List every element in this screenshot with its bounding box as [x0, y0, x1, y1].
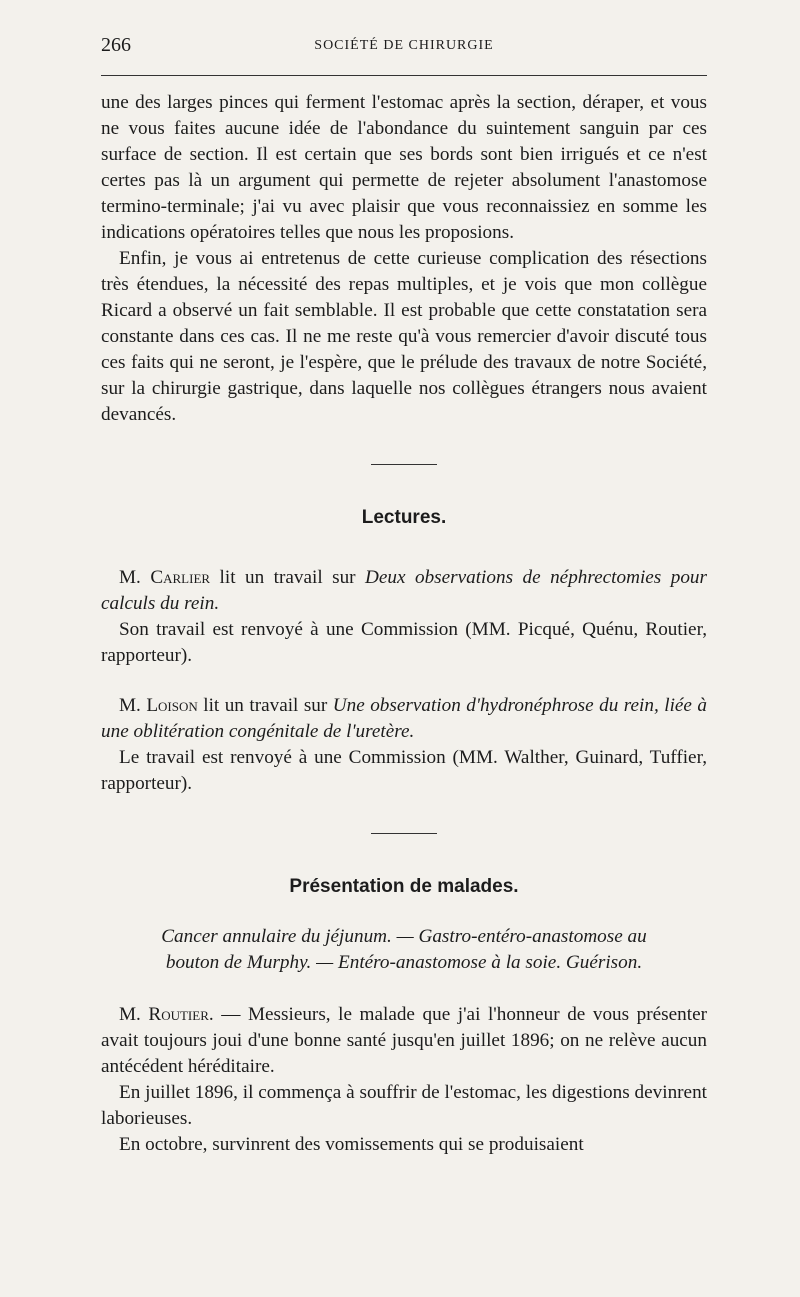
- section-divider-2: [371, 833, 437, 834]
- running-title: SOCIÉTÉ DE CHIRURGIE: [314, 38, 494, 53]
- paragraph-2: Enfin, je vous ai entretenus de cette curieuse complication des résections très étendues, la nécessité des repas multiples, et je vois que mon collègue Ricard a observé un fait semblable. Il est probable que cette constatation sera constante dans ces cas. Il ne me reste qu'à vous remercier d'avoir discuté tous ces faits qui ne seront, je l'espère, que le prélude des travaux de notre Société, sur la chirurgie gastrique, dans laquelle nos collègues étrangers nous avaient devancés.: [101, 248, 707, 425]
- case-paragraph-3: En octobre, survinrent des vomissements qui se produisaient: [119, 1134, 584, 1155]
- paragraph-1: une des larges pinces qui ferment l'estomac après la section, déraper, et vous ne vous faites aucune idée de l'abondance du suintement sanguin par ces surface de section. Il est certain que ses bords sont bien irrigués et ce n'est certes pas là un argument qui permette de rejeter absolument l'anastomose termino-terminale; j'ai vu avec plaisir que vous reconnaissiez en somme les indications opératoires telles que nous les proposions.: [101, 92, 707, 243]
- case-paragraph-1-text: — Messieurs, le malade que j'ai l'honneur de vous présenter avait toujours joui d'une bonne santé jusqu'en juillet 1896; on ne relève aucun antécédent héréditaire.: [101, 1004, 707, 1077]
- lecture-1-title: Deux observations de néphrectomies pour calculs du rein.: [101, 567, 707, 614]
- speaker-routier: M. Routier.: [119, 1004, 214, 1025]
- page-number: 266: [101, 34, 131, 56]
- page-header: [101, 34, 707, 58]
- case-paragraph-2: En juillet 1896, il commença à souffrir de l'estomac, les digestions devinrent laborieuses.: [101, 1082, 707, 1129]
- lecture-2-verb: lit un travail sur: [197, 695, 333, 716]
- case-paragraph-1: [101, 1002, 707, 1080]
- lectures-heading: Lectures.: [361, 507, 447, 528]
- section-divider: [371, 464, 437, 465]
- speaker-carlier: M. Carlier: [119, 567, 211, 588]
- lecture-2-followup: Le travail est renvoyé à une Commission (MM. Walther, Guinard, Tuffier, rapporteur).: [101, 747, 707, 794]
- presentation-heading: Présentation de malades.: [289, 876, 519, 897]
- case-title-line-2: bouton de Murphy. — Entéro-anastomose à la soie. Guérison.: [165, 952, 643, 973]
- lecture-item-2: [101, 693, 707, 745]
- lecture-1-verb: lit un travail sur: [210, 567, 366, 588]
- case-title-line-1: Cancer annulaire du jéjunum. — Gastro-entéro-anastomose au: [161, 926, 647, 947]
- header-rule: [101, 75, 707, 76]
- page-body: [101, 90, 707, 1158]
- lecture-1-followup: Son travail est renvoyé à une Commission (MM. Picqué, Quénu, Routier, rapporteur).: [101, 619, 707, 666]
- lecture-item-1: [101, 565, 707, 617]
- lecture-2-title: Une observation d'hydronéphrose du rein, liée à une oblitération congénitale de l'uretère.: [101, 695, 707, 742]
- speaker-loison: M. Loison: [119, 695, 198, 716]
